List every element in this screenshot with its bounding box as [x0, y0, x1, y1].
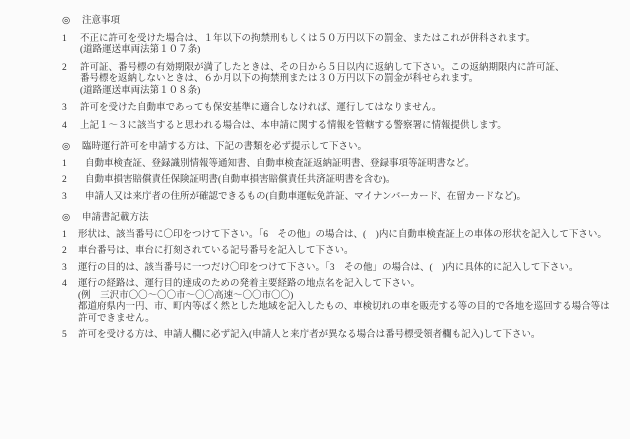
section-notes-heading [62, 16, 622, 28]
item-number: 1 [62, 158, 67, 169]
text-line: 形状は、該当番号に〇印をつけて下さい。「6 その他」の場合は、( )内に自動車検査証上の車体の形状を記入して下さい。 [78, 229, 607, 240]
item-text [80, 103, 441, 115]
list-item [62, 34, 622, 57]
list-item [62, 263, 622, 275]
item-number: 3 [62, 262, 67, 273]
text-line: 許可を受けた自動車であっても保安基準に適合しなければ、運行してはなりません。 [80, 103, 442, 113]
text-line: 申請人又は来庁者の住所が確認できるもの(自動車運転免許証、マイナンバーカード、在留カードなど)。 [85, 191, 526, 202]
item-text [80, 34, 535, 57]
text-line: (例 三沢市〇〇～〇〇市～〇〇高速～〇〇市〇〇) [78, 290, 294, 301]
item-number: 1 [62, 229, 67, 240]
text-line: 自動車損害賠償責任保険証明書(自動車損害賠償責任共済証明書を含む)。 [85, 175, 396, 185]
item-text [85, 159, 475, 171]
list-item [62, 175, 622, 187]
item-text [78, 279, 610, 325]
item-text [78, 330, 540, 342]
item-number: 3 [62, 191, 67, 202]
item-text [80, 63, 565, 98]
item-number: 2 [62, 246, 67, 256]
section-documents-heading [62, 142, 622, 154]
item-number: 2 [62, 175, 67, 185]
section-notes-title: 注意事項 [82, 16, 121, 26]
item-number: 4 [62, 279, 67, 289]
double-circle-marker: ◎ [62, 213, 71, 223]
text-line: 車台番号は、車台に打刻されている記号番号を記入して下さい。 [78, 246, 354, 256]
list-item [62, 330, 622, 342]
item-text [78, 230, 607, 242]
list-item [62, 159, 622, 171]
item-text [85, 175, 395, 187]
section-how-to-fill-heading [62, 213, 622, 225]
text-line: 運行の目的は、該当番号に一つだけ〇印をつけて下さい。「3 その他」の場合は、( )内に具体的に記入して下さい。 [78, 262, 579, 273]
text-line: 許可証、番号標の有効期限が満了したときは、その日から５日以内に返納して下さい。この返納期限内に許可証、 [80, 62, 565, 73]
list-item [62, 63, 622, 98]
list-item [62, 103, 622, 115]
section-required-documents [62, 142, 622, 203]
item-number: 5 [62, 330, 67, 340]
text-line: 運行の経路は、運行目的達成のための発着主要経路の地点名を記入して下さい。 [78, 279, 421, 289]
double-circle-marker: ◎ [62, 16, 71, 26]
item-text [78, 263, 578, 275]
item-text [85, 192, 526, 204]
item-text [80, 121, 507, 133]
text-line: 番号標を返納しないときは、６か月以下の拘禁刑または３０万円以下の罰金が科せられます。 [80, 74, 479, 84]
text-line: 自動車検査証、登録識別情報等通知書、自動車検査証返納証明書、登録事項等証明書など。 [85, 158, 475, 169]
text-line: 不正に許可を受けた場合は、１年以下の拘禁刑もしくは５０万円以下の罰金、またはこれが併科されます。 [80, 33, 536, 44]
item-number: 3 [62, 103, 67, 113]
section-how-to-fill [62, 213, 622, 342]
list-item [62, 279, 622, 325]
text-line: (道路運送車両法第１０８条) [80, 85, 201, 96]
item-number: 2 [62, 62, 67, 73]
double-circle-marker: ◎ [62, 142, 71, 152]
list-item [62, 246, 622, 258]
list-item [62, 121, 622, 133]
item-text [78, 246, 354, 258]
section-notes [62, 16, 622, 132]
section-how-to-fill-title: 申請書記載方法 [82, 213, 149, 223]
item-number: 1 [62, 33, 67, 44]
text-line: 許可を受ける方は、申請人欄に必ず記入(申請人と来庁者が異なる場合は番号標受領者欄も記入)して下さい。 [78, 330, 541, 340]
list-item [62, 230, 622, 242]
text-line: (道路運送車両法第１０７条) [80, 45, 201, 55]
text-line: 許可できません。 [78, 313, 155, 324]
section-documents-title: 臨時運行許可を申請する方は、下記の書類を必ず提示して下さい。 [82, 142, 368, 152]
item-number: 4 [62, 120, 67, 131]
text-line: 都道府県内一円、市、町内等ばく然とした地域を記入したもの、車検切れの車を販売する等の目的で各地を巡回する場合等は [78, 302, 610, 312]
text-line: 上記１～３に該当すると思われる場合は、本申請に関する情報を管轄する警察署に情報提供します。 [80, 120, 507, 131]
list-item [62, 192, 622, 204]
